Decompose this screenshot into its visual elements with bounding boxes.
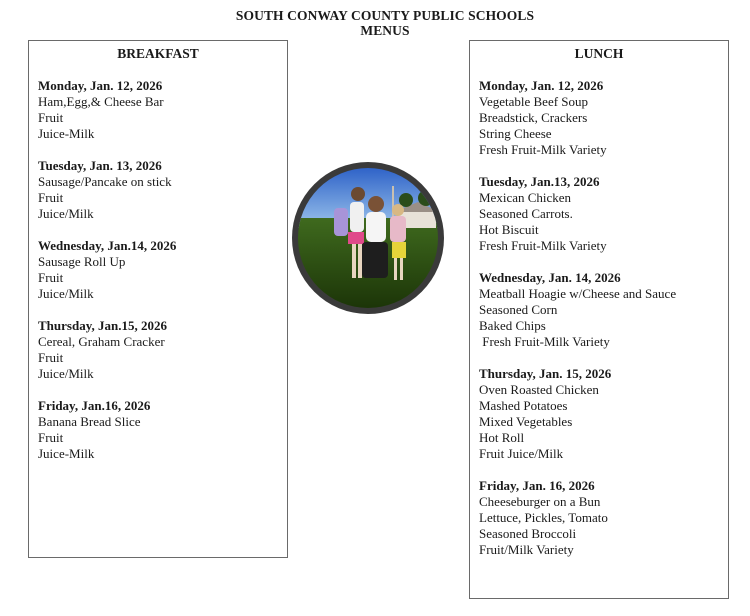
menu-item: Ham,Egg,& Cheese Bar — [38, 94, 164, 109]
menu-item: Fruit — [38, 190, 64, 205]
menu-item: Hot Biscuit — [479, 222, 539, 237]
day-title: Wednesday, Jan. 14, 2026 — [479, 270, 621, 285]
menu-item: Mexican Chicken — [479, 190, 572, 205]
day-title: Friday, Jan. 16, 2026 — [479, 478, 595, 493]
menu-item: Cereal, Graham Cracker — [38, 334, 165, 349]
breakfast-day — [38, 318, 287, 382]
breakfast-day — [38, 158, 287, 222]
menu-item: Juice/Milk — [38, 286, 94, 301]
lunch-day — [479, 270, 728, 350]
menu-item: Fruit — [38, 430, 64, 445]
menu-item: Fresh Fruit-Milk Variety — [479, 142, 607, 157]
breakfast-heading: BREAKFAST — [117, 46, 199, 61]
menu-item: Breadstick, Crackers — [479, 110, 588, 125]
day-title: Tuesday, Jan. 13, 2026 — [38, 158, 162, 173]
menu-item: Fruit — [38, 110, 64, 125]
menu-item: Hot Roll — [479, 430, 525, 445]
breakfast-menu-box — [28, 40, 288, 558]
menu-item: Fresh Fruit-Milk Variety — [479, 238, 607, 253]
day-title: Wednesday, Jan.14, 2026 — [38, 238, 177, 253]
lunch-menu-box — [469, 40, 729, 599]
menu-item: Seasoned Broccoli — [479, 526, 577, 541]
menu-item: Juice/Milk — [38, 206, 94, 221]
menu-item: Baked Chips — [479, 318, 546, 333]
menu-item: Mashed Potatoes — [479, 398, 568, 413]
photo-image — [298, 168, 438, 308]
menu-item: Juice-Milk — [38, 446, 95, 461]
menu-item: Vegetable Beef Soup — [479, 94, 589, 109]
day-title: Tuesday, Jan.13, 2026 — [479, 174, 600, 189]
menu-item: Fruit — [38, 350, 64, 365]
day-title: Thursday, Jan. 15, 2026 — [479, 366, 612, 381]
menu-item: Sausage Roll Up — [38, 254, 126, 269]
lunch-day — [479, 366, 728, 462]
menu-item: Mixed Vegetables — [479, 414, 573, 429]
menu-item: Lettuce, Pickles, Tomato — [479, 510, 608, 525]
day-title: Monday, Jan. 12, 2026 — [479, 78, 604, 93]
lunch-day — [479, 174, 728, 254]
day-title: Thursday, Jan.15, 2026 — [38, 318, 167, 333]
day-title: Monday, Jan. 12, 2026 — [38, 78, 163, 93]
menu-item: Meatball Hoagie w/Cheese and Sauce — [479, 286, 677, 301]
lunch-day — [479, 78, 728, 158]
family-photo — [292, 162, 444, 314]
day-title: Friday, Jan.16, 2026 — [38, 398, 151, 413]
menu-item: Banana Bread Slice — [38, 414, 141, 429]
menu-item: Seasoned Corn — [479, 302, 558, 317]
menu-item: Juice-Milk — [38, 126, 95, 141]
breakfast-day — [38, 238, 287, 302]
menu-item: Fruit Juice/Milk — [479, 446, 564, 461]
breakfast-day — [38, 398, 287, 462]
menu-item: Seasoned Carrots. — [479, 206, 573, 221]
menu-item: Fruit — [38, 270, 64, 285]
lunch-heading: LUNCH — [574, 46, 624, 61]
menu-item: Fresh Fruit-Milk Variety — [479, 334, 610, 349]
lunch-day — [479, 478, 728, 558]
menu-item: Juice/Milk — [38, 366, 94, 381]
menu-item: String Cheese — [479, 126, 552, 141]
menu-item: Cheeseburger on a Bun — [479, 494, 601, 509]
menu-item: Sausage/Pancake on stick — [38, 174, 172, 189]
family-photo-illustration — [298, 168, 438, 308]
menu-item: Oven Roasted Chicken — [479, 382, 599, 397]
page-subtitle: MENUS — [360, 23, 410, 38]
menu-item: Fruit/Milk Variety — [479, 542, 574, 557]
breakfast-day — [38, 78, 287, 142]
page-title: SOUTH CONWAY COUNTY PUBLIC SCHOOLS — [235, 8, 535, 23]
